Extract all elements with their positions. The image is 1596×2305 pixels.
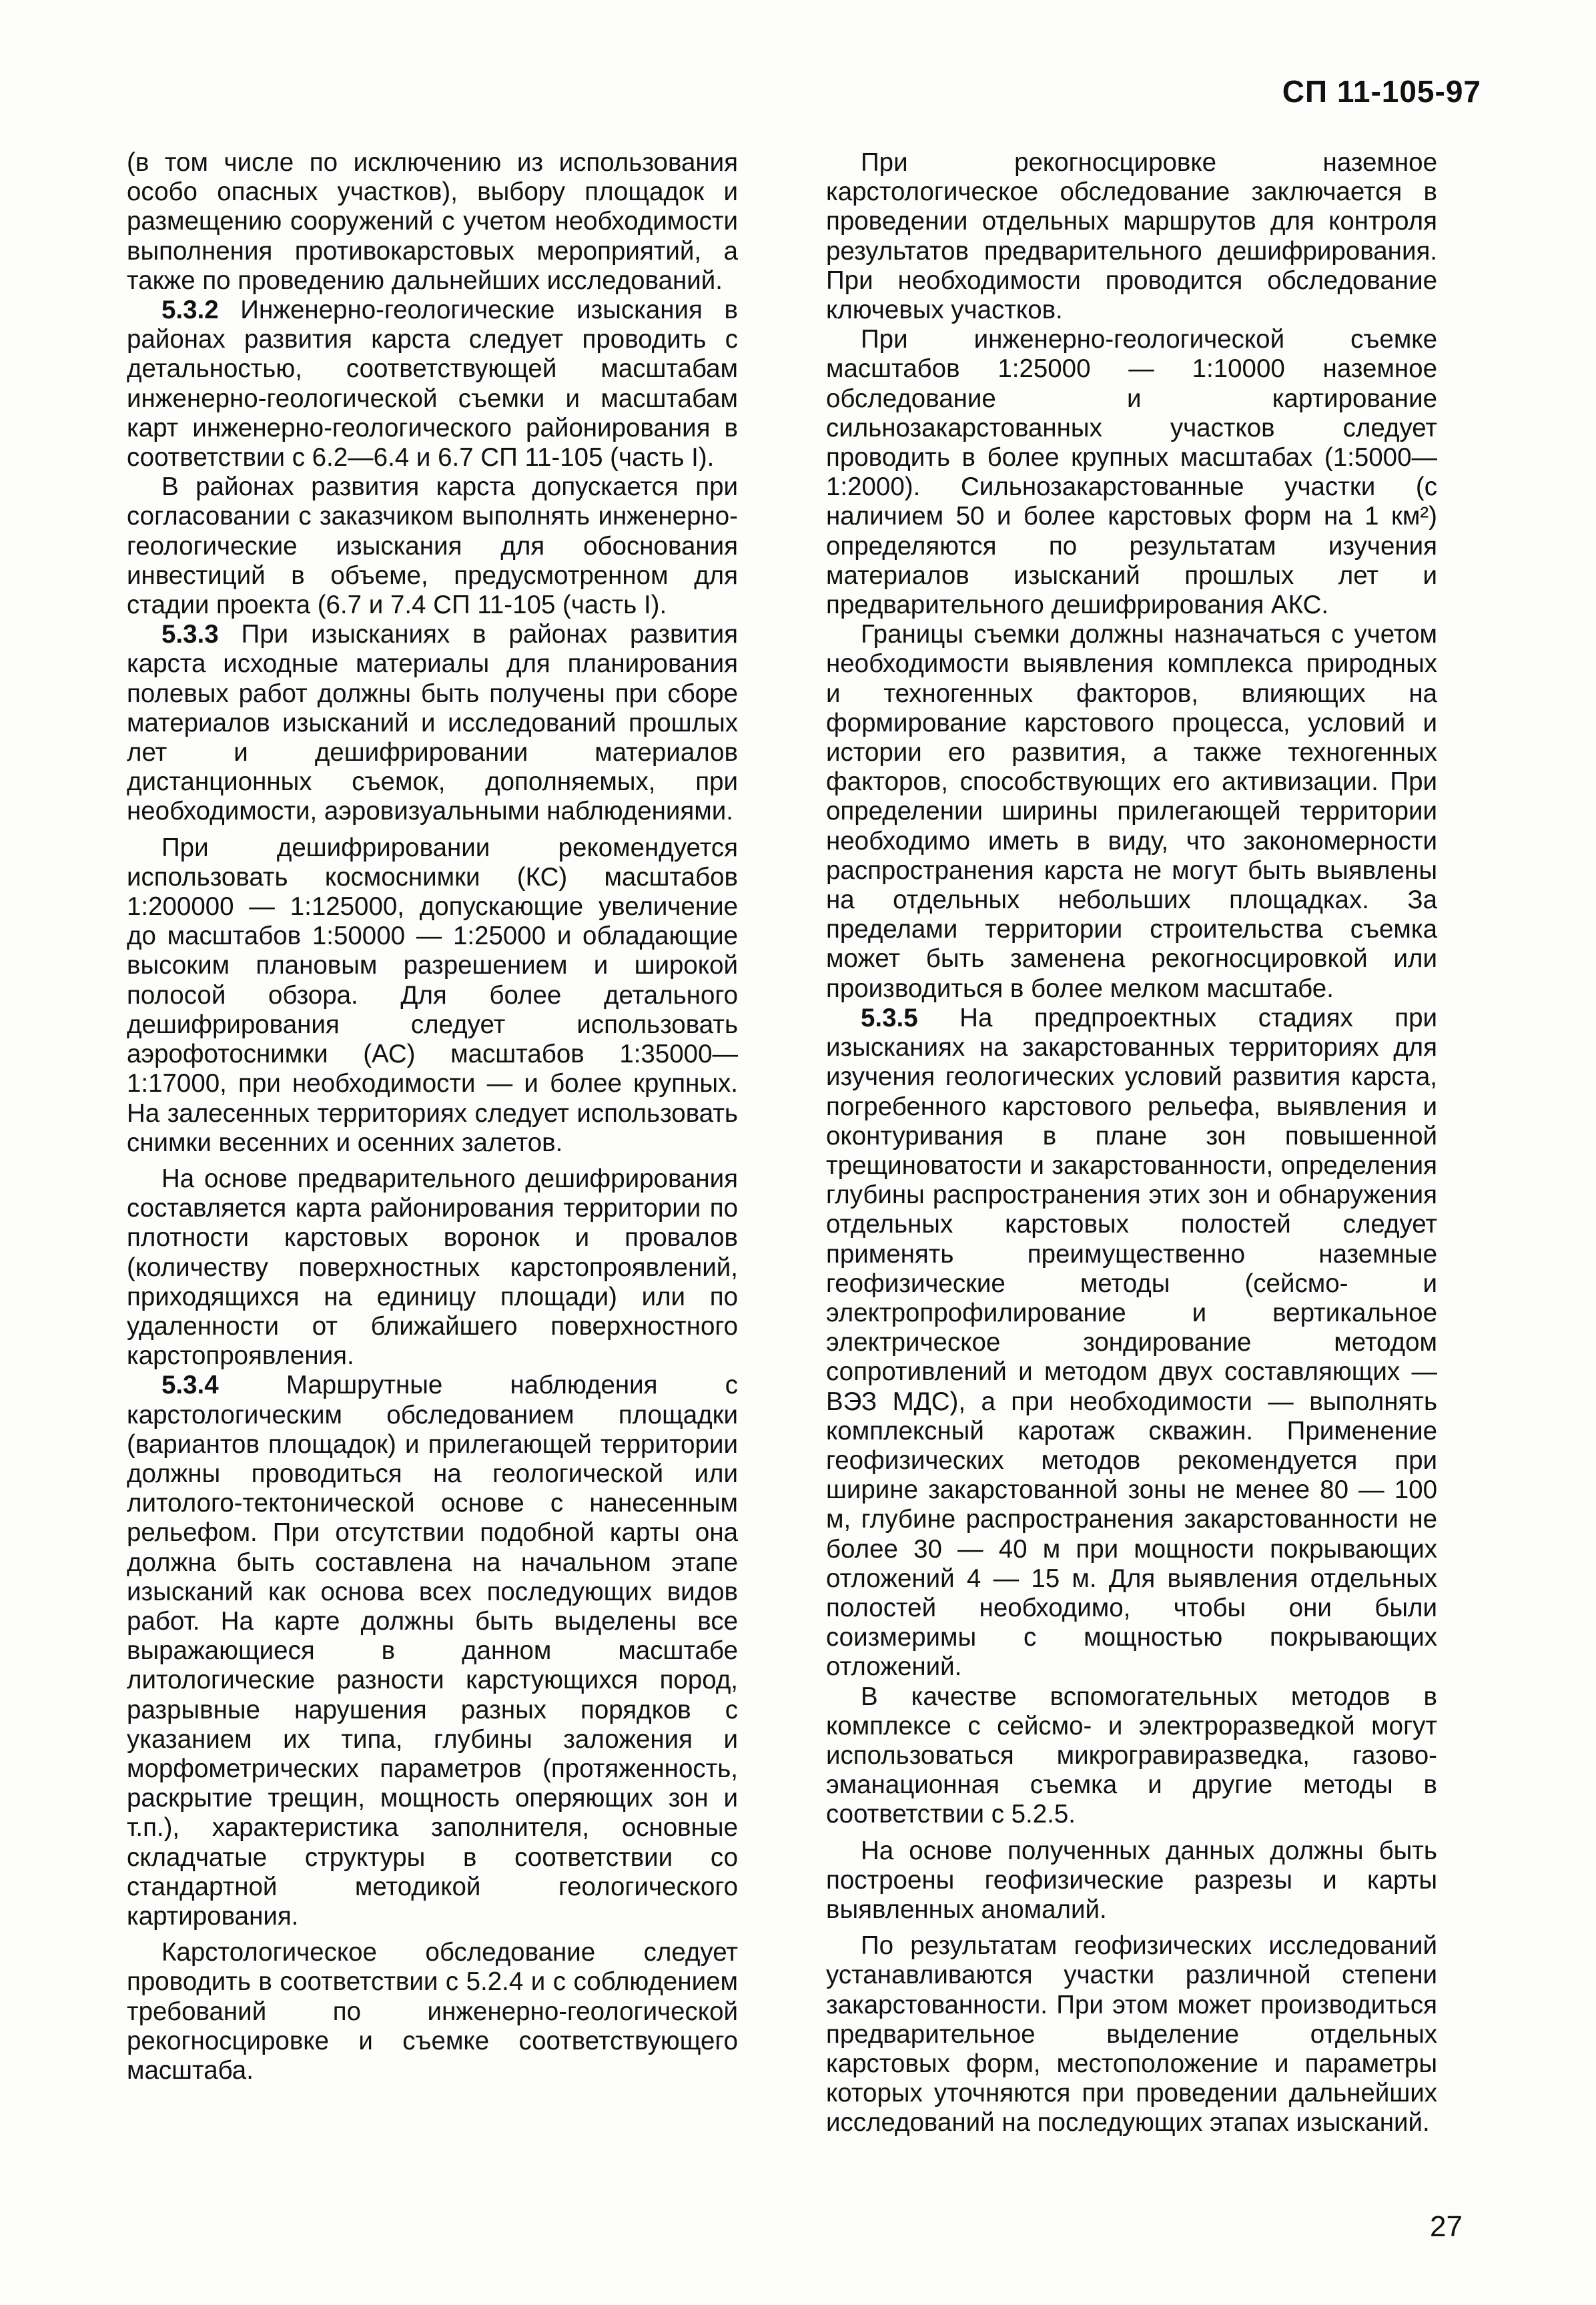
clause-number: 5.3.5 [861,1003,918,1032]
right-column [826,148,1437,2138]
paragraph: (в том числе по исключению из использования особо опасных участков), выбору площадок и размещению сооружений с учетом необходимости выполнения противокарстовых мероприятий, а также по проведению дальнейших исследований. [127,148,738,295]
paragraph: По результатам геофизических исследований устанавливаются участки различной степени закарстованности. При этом может производиться предварительное выделение отдельных карстовых форм, местоположение и параметры которых уточняются при проведении дальнейших исследований на последующих этапах изысканий. [826,1931,1437,2137]
paragraph: На основе полученных данных должны быть построены геофизические разрезы и карты выявленных аномалий. [826,1836,1437,1924]
paragraph: При дешифрировании рекомендуется использовать космоснимки (КС) масштабов 1:200000 — 1:125000, допускающие увеличение до масштабов 1:50000 — 1:25000 и обладающие высоким плановым разрешением и широкой полосой обзора. Для более детального дешифрирования следует использовать аэрофотоснимки (АС) масштабов 1:35000—1:17000, при необходимости — и более крупных. На залесенных территориях следует использовать снимки весенних и осенних залетов. [127,833,738,1157]
paragraph-5-3-2 [127,296,738,472]
page-number: 27 [1430,2210,1463,2243]
paragraph-text: Инженерно-геологические изыскания в районах развития карста следует проводить с детальностью, соответствующей масштабам инженерно-геологической съемки и масштабам карт инженерно-геологического районирования в соответствии с 6.2—6.4 и 6.7 СП 11-105 (часть I). [127,296,738,472]
paragraph: Границы съемки должны назначаться с учетом необходимости выявления комплекса природных и техногенных факторов, влияющих на формирование карстового процесса, условий и истории его развития, а также техногенных факторов, способствующих его активизации. При определении ширины прилегающей территории необходимо иметь в виду, что закономерности распространения карста не могут быть выявлены на отдельных небольших площадках. За пределами территории строительства съемка может быть заменена рекогносцировкой или производиться в более мелком масштабе. [826,620,1437,1003]
paragraph: В качестве вспомогательных методов в комплексе с сейсмо- и электроразведкой могут использоваться микрогравиразведка, газово-эманационная съемка и другие методы в соответствии с 5.2.5. [826,1682,1437,1829]
clause-number: 5.3.2 [161,296,219,325]
paragraph: Карстологическое обследование следует проводить в соответствии с 5.2.4 и с соблюдением требований по инженерно-геологической рекогносцировке и съемке соответствующего масштаба. [127,1938,738,2085]
paragraph-5-3-5 [826,1004,1437,1682]
paragraph: При инженерно-геологической съемке масштабов 1:25000 — 1:10000 наземное обследование и картирование сильнозакарстованных участков следует проводить в более крупных масштабах (1:5000— 1:2000). Сильнозакарстованные участки (с наличием 50 и более карстовых форм на 1 км²) определяются по результатам изучения материалов изысканий прошлых лет и предварительного дешифрирования АКС. [826,325,1437,620]
paragraph-5-3-4 [127,1371,738,1931]
paragraph: При рекогносцировке наземное карстологическое обследование заключается в проведении отдельных маршрутов для контроля результатов предварительного дешифрирования. При необходимости проводится обследование ключевых участков. [826,148,1437,325]
document-code: СП 11-105-97 [1282,74,1481,109]
clause-number: 5.3.3 [161,620,219,649]
left-column [127,148,738,2085]
paragraph-text: Маршрутные наблюдения с карстологическим обследованием площадки (вариантов площадок) и прилегающей территории должны проводиться на геологической или литолого-тектонической основе с нанесенным рельефом. При отсутствии подобной карты она должна быть составлена на начальном этапе изысканий как основа всех последующих видов работ. На карте должны быть выделены все выражающиеся в данном масштабе литологические разности карстующихся пород, разрывные нарушения разных порядков с указанием их типа, глубины заложения и морфометрических параметров (протяженность, раскрытие трещин, мощность оперяющих зон и т.п.), характеристика заполнителя, основные складчатые структуры в соответствии со стандартной методикой геологического картирования. [127,1371,738,1931]
paragraph: В районах развития карста допускается при согласовании с заказчиком выполнять инженерно-геологические изыскания для обоснования инвестиций в объеме, предусмотренном для стадии проекта (6.7 и 7.4 СП 11-105 (часть I). [127,472,738,620]
paragraph-text: При изысканиях в районах развития карста исходные материалы для планирования полевых работ должны быть получены при сборе материалов изысканий и исследований прошлых лет и дешифрировании материалов дистанционных съемок, дополняемых, при необходимости, аэровизуальными наблюдениями. [127,620,738,826]
paragraph-5-3-3 [127,620,738,826]
paragraph-text: На предпроектных стадиях при изысканиях на закарстованных территориях для изучения геологических условий развития карста, погребенного карстового рельефа, выявления и оконтуривания в плане зон повышенной трещиноватости и закарстованности, определения глубины распространения этих зон и обнаружения отдельных карстовых полостей следует применять преимущественно наземные геофизические методы (сейсмо- и электропрофилирование и вертикальное электрическое зондирование методом сопротивлений и методом двух составляющих — ВЭЗ МДС), а при необходимости — выполнять комплексный каротаж скважин. Применение геофизических методов рекомендуется при ширине закарстованной зоны не менее 80 — 100 м, глубине распространения закарстованности не более 30 — 40 м при мощности покрывающих отложений 4 — 15 м. Для выявления отдельных полостей необходимо, чтобы они были соизмеримы с мощностью покрывающих отложений. [826,1003,1437,1682]
clause-number: 5.3.4 [161,1371,219,1400]
paragraph: На основе предварительного дешифрирования составляется карта районирования территории по плотности карстовых воронок и провалов (количеству поверхностных карстопроявлений, приходящихся на единицу площади) или по удаленности от ближайшего поверхностного карстопроявления. [127,1164,738,1371]
